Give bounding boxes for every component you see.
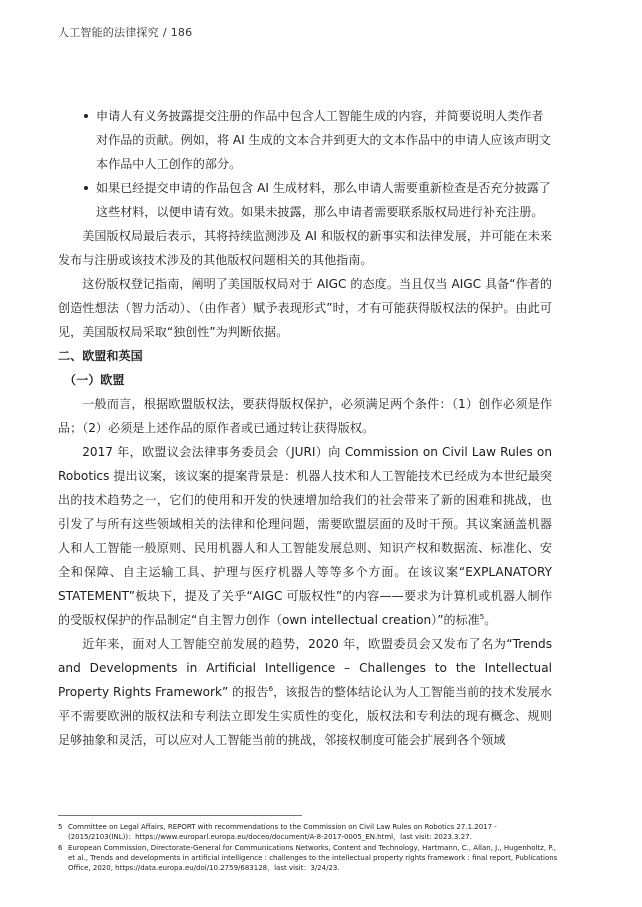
bullet-item	[58, 104, 552, 176]
book-title: 人工智能的法律探究	[58, 26, 159, 39]
footnote-text: European Commission, Directorate-General for Communications Networks, Content and Technology, Hartmann, C., Allan, J., Hugenholtz, P., et al., Trends and developments in artificial intelligence : challenges to the intellectual property rights framework : final report, Publications Office, 2020, https://data.europa.eu/doi/10.2759/683128，last visit：3/24/23.	[68, 843, 558, 873]
paragraph	[58, 440, 552, 632]
bullet-text: 申请人有义务披露提交注册的作品中包含人工智能生成的内容，并简要说明人类作者对作品的贡献。例如，将 AI 生成的文本合并到更大的文本作品中的申请人应该声明文本作品中人工创作的部分。	[96, 109, 551, 171]
bullet-text: 如果已经提交申请的作品包含 AI 生成材料，那么申请人需要重新检查是否充分披露了这些材料，以便申请有效。如果未披露，那么申请者需要联系版权局进行补充注册。	[96, 181, 551, 219]
footnote-number: 5	[58, 823, 63, 831]
header-separator: /	[162, 26, 167, 39]
footnotes	[58, 822, 558, 873]
paragraph-text: 。	[484, 613, 497, 627]
paragraph: 美国版权局最后表示，其将持续监测涉及 AI 和版权的新事实和法律发展，并可能在未来发布与注册或该技术涉及的其他版权问题相关的其他指南。	[58, 229, 552, 267]
footnote-ref[interactable]: 6	[268, 684, 274, 693]
body-text	[58, 104, 552, 752]
section-heading: 二、欧盟和英国	[58, 349, 143, 363]
paragraph-text: 近年来，面对人工智能空前发展的趋势，2020 年，欧盟委员会又发布了名为“Trends and Developments in Artificial Intelligence – Challenges to the Intellectual Property Rights Framework” 的报告	[58, 637, 552, 699]
paragraph-text: 2017 年，欧盟议会法律事务委员会（JURI）向 Commission on Civil Law Rules on Robotics 提出议案，该议案的提案背景是：机器人技术和人工智能技术已经成为本世纪最突出的技术趋势之一，它们的使用和开发的快速增加给我们的社会带来了新的困难和挑战，也引发了与所有这些领域相关的法律和伦理问题，需要欧盟层面的及时干预。其议案涵盖机器人和人工智能一般原则、民用机器人和人工智能发展总则、知识产权和数据流、标准化、安全和保障、自主运输工具、护理与医疗机器人等等多个方面。在该议案“EXPLANATORY STATEMENT”板块下，提及了关乎“AIGC 可版权性”的内容——要求为计算机或机器人制作的受版权保护的作品制定“自主智力创作（own intellectual creation）”的标准	[58, 445, 552, 627]
paragraph-text: ，该报告的整体结论认为人工智能当前的技术发展水平不需要欧洲的版权法和专利法立即发生实质性的变化，版权法和专利法的现有概念、规则足够抽象和灵活，可以应对人工智能当前的挑战，邻接权制度可能会扩展到各个领域	[58, 685, 552, 747]
footnote	[58, 822, 558, 843]
footnote-divider	[58, 815, 302, 816]
footnote-text: Committee on Legal Affairs, REPORT with recommendations to the Commission on Civil Law Rules on Robotics 27.1.2017 - (2015/2103(INL))：https://www.europarl.europa.eu/doceo/document/A-8-2017-0005_EN.html，last visit: 2023.3.27.	[68, 823, 497, 842]
running-header	[58, 24, 192, 40]
bullet-dot-icon	[84, 114, 88, 118]
bullet-dot-icon	[84, 186, 88, 190]
footnote	[58, 843, 558, 874]
bullet-item	[58, 176, 552, 224]
footnote-number: 6	[58, 843, 63, 852]
paragraph: 一般而言，根据欧盟版权法，要获得版权保护，必须满足两个条件：（1）创作必须是作品；（2）必须是上述作品的原作者或已通过转让获得版权。	[58, 397, 552, 435]
paragraph	[58, 632, 552, 752]
page-number: 186	[170, 26, 193, 39]
paragraph: 这份版权登记指南，阐明了美国版权局对于 AIGC 的态度。当且仅当 AIGC 具备“作者的创造性想法（智力活动）、（由作者）赋予表现形式”时，才有可能获得版权法的保护。由此可见，美国版权局采取“独创性”为判断依据。	[58, 277, 552, 339]
subsection-heading: （一）欧盟	[64, 373, 125, 387]
footnote-ref[interactable]: 5	[479, 612, 485, 621]
